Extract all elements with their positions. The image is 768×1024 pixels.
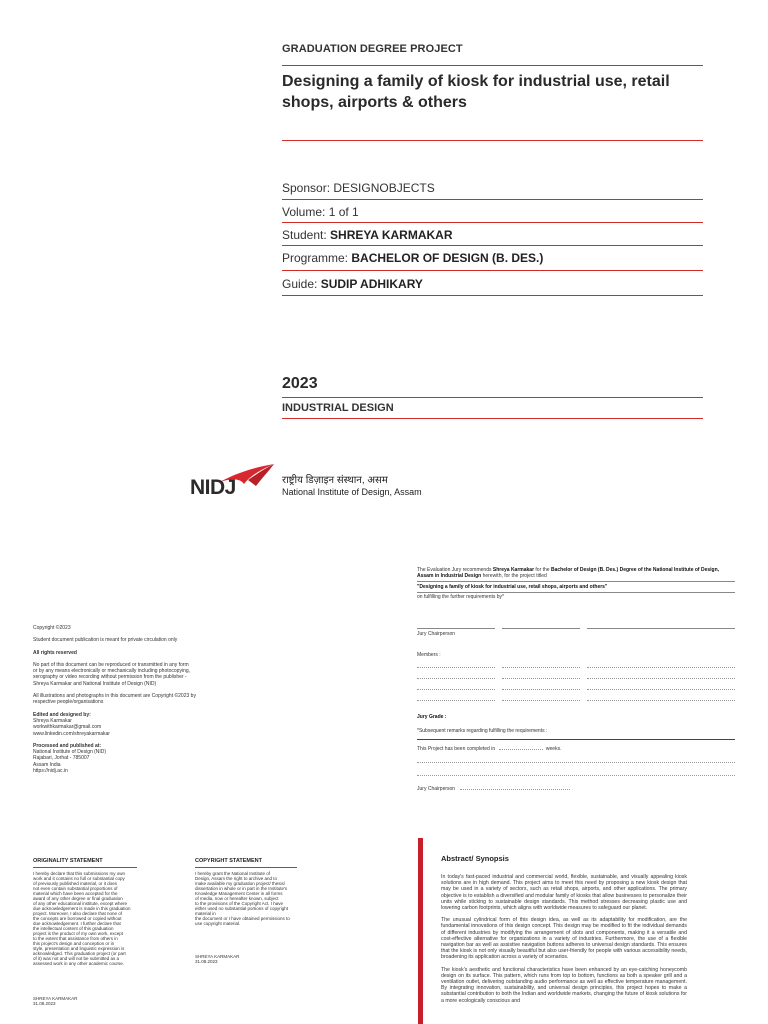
abstract-paragraph: The kiosk's aesthetic and functional characteristics have been enhanced by an eye-catching honeycomb design on its surface. This pattern, which runs from top to bottom, functions as both a speaker grill and a ventilation outlet, delivering outstanding audio performance as well as effective temperature management. By integrating innovation, sustainability, and universal design principles, this project hopes to make a substantial contribution to both the Indian and worldwide markets, changing the future of kiosk solutions for a more ecologically conscious and — [441, 966, 687, 1004]
text-line: Shreya Karmakar — [33, 717, 72, 724]
nid-logo — [190, 462, 430, 504]
remarks-line — [417, 775, 735, 776]
divider — [282, 397, 703, 398]
member-line — [587, 700, 735, 701]
further-requirements: on fulfilling the further requirements by* — [417, 594, 504, 600]
jury-chairperson-label: Jury Chairperson — [417, 631, 456, 637]
title-line: Designing a family of kiosk for industrial use, retail — [282, 73, 670, 90]
abstract-accent-bar — [418, 838, 423, 1024]
copyright-heading: COPYRIGHT STATEMENT — [195, 858, 263, 864]
processed-heading: Processed and published at: — [33, 742, 102, 749]
programme-field: Programme: BACHELOR OF DESIGN (B. DES.) — [282, 251, 544, 265]
project-kicker: GRADUATION DEGREE PROJECT — [282, 43, 463, 55]
student-field: Student: SHREYA KARMAKAR — [282, 228, 453, 242]
divider — [282, 295, 703, 296]
text-line: Assam India — [33, 761, 61, 768]
originality-text: I hereby declare that this submissions my own work and it contains no full or substantial copy of previously published material, or it does not even contain substantial proportions of material which have been accepted for the award of any other degree or final graduation of any other educational institute, except where due acknowledgement is made in this graduation project. Moreover, I also declare that none of the concepts are borrowed or copied without due acknowledgement. I further declare that the intellectual content of this graduation project is the product of my own work, except to the extent that assistance from others in this project's design and conception or in style, presentation and linguistic expression is acknowledged. This graduation project (or part of it) was not and will not be submitted as a assessed work in any other academic course. — [33, 871, 131, 966]
nid-wordmark: NIDJ — [190, 476, 236, 499]
originality-statement — [33, 858, 137, 966]
text-line: All illustrations and photographs in this document are Copyright ©2023 by — [33, 693, 196, 700]
year: 2023 — [282, 375, 318, 392]
remarks-label: *Subsequent remarks regarding fulfilling the requirements : — [417, 728, 548, 734]
member-line — [587, 678, 735, 679]
divider — [282, 199, 703, 200]
text-line: or by any means electronically or mechanically including photocopying, — [33, 668, 191, 675]
jury-recommendation: The Evaluation Jury recommends Shreya Karmakar for the Bachelor of Design (B. Des.) Degree of the National Institute of Design, Assam in Industrial Design herewith, for the project titled — [417, 567, 720, 580]
member-line — [502, 689, 580, 690]
text-line: No part of this document can be reproduced or transmitted in any form — [33, 661, 189, 668]
member-line — [417, 667, 495, 668]
divider — [417, 581, 735, 582]
abstract-heading: Abstract/ Synopsis — [441, 854, 509, 863]
member-line — [502, 667, 580, 668]
completion-line: This Project has been completed in weeks. — [417, 746, 562, 752]
sponsor-field: Sponsor: DESIGNOBJECTS — [282, 181, 435, 195]
member-line — [417, 678, 495, 679]
institute-name-hindi: राष्ट्रीय डिज़ाइन संस्थान, असम — [282, 475, 388, 486]
institute-name-english: National Institute of Design, Assam — [282, 487, 422, 497]
text-line: Rajabari, Jorhat - 785007 — [33, 755, 90, 762]
circulation-line: Student document publication is meant for private circulation only — [33, 637, 178, 644]
copyright-text: I hereby grant the National Institute of Design, Assam the right to archive and to make available my graduation project/ thesis/ dissertation in whole or in part in the Institute's Knowledge Management Center in all forms of media, now or hereafter known, subject to the provisions of the Copyright Act. I have either used no substantial portions of copyright material in the document or I have obtained permissions to use copyright material. — [195, 871, 290, 926]
volume-field: Volume: 1 of 1 — [282, 205, 359, 219]
edited-heading: Edited and designed by: — [33, 711, 91, 718]
originality-heading: ORIGINALITY STATEMENT — [33, 858, 103, 864]
divider — [282, 270, 703, 271]
jury-grade-label: Jury Grade : — [417, 714, 447, 720]
divider — [282, 222, 703, 223]
discipline: INDUSTRIAL DESIGN — [282, 402, 394, 414]
divider — [417, 592, 735, 593]
divider — [282, 418, 703, 419]
guide-field: Guide: SUDIP ADHIKARY — [282, 277, 423, 291]
rights-line: All rights reserved — [33, 649, 77, 656]
text-line: workwithkarmakar@gmail.com — [33, 724, 102, 731]
text-line: https://nidj.ac.in — [33, 768, 68, 775]
member-line — [502, 678, 580, 679]
project-quote: "Designing a family of kiosk for industrial use, retail shops, airports and others" — [417, 584, 608, 590]
abstract-paragraph: In today's fast-paced industrial and commercial world, flexible, sustainable, and visually appealing kiosk solutions are in high demand. This project aims to meet this need by proposing a new kiosk design that may be used in a variety of sectors, such as retail shops, airports, and other applications. The primary objective is to establish a diversified and modular family of kiosks that allow businesses to personalize their units while sticking to sustainable design standards. This method stresses decreasing plastic use and lowering carbon footprints, which aligns with worldwide measures to safeguard our planet. — [441, 874, 687, 912]
divider — [282, 245, 703, 246]
abstract-body — [441, 874, 687, 1010]
member-line — [417, 700, 495, 701]
member-line — [587, 667, 735, 668]
signature-line — [587, 628, 735, 629]
abstract-paragraph: The unusual cylindrical form of this design idea, as well as its adaptability for modification, are the fundamental innovations of this design concept. This design may be modified to fit the individual demands of different industries by modifying the arrangement of slots and components, making it a versatile and cost-effective alternative for organizations in a variety of industries. Furthermore, the use of a flexible navigation bar as well as assistive navigation buttons adheres to universal design standards. This ensures that the kiosk is not only visually beautiful but also user-friendly for people with various accessibility needs, broadening its application across a variety of scenarios. — [441, 917, 687, 961]
text-line: www.linkedin.com/shreyakarmakar — [33, 730, 110, 737]
text-line: National Institute of Design (NID) — [33, 749, 107, 756]
member-line — [502, 700, 580, 701]
divider — [282, 140, 703, 141]
jury-chairperson-sign: Jury Chairperson — [417, 786, 570, 792]
divider — [417, 739, 735, 740]
copyright-statement — [195, 858, 297, 926]
project-title — [282, 71, 722, 113]
text-line: respective people/organisations — [33, 699, 104, 706]
copyright-block — [33, 625, 253, 774]
members-label: Members : — [417, 652, 441, 658]
copyright-signature: SHREYA KARMAKAR 31.08.2023 — [195, 954, 240, 964]
remarks-line — [417, 762, 735, 763]
member-line — [587, 689, 735, 690]
member-line — [417, 689, 495, 690]
originality-signature: SHREYA KARMAKAR 31.08.2023 — [33, 996, 78, 1006]
signature-line — [502, 628, 580, 629]
text-line: Shreya Karmakar and National Institute of Design (NID) — [33, 680, 157, 687]
text-line: xerography or video recording without permission from the publisher - — [33, 674, 187, 681]
title-line: shops, airports & others — [282, 94, 467, 111]
divider — [282, 65, 703, 66]
copyright-line: Copyright ©2023 — [33, 625, 71, 631]
signature-line — [417, 628, 495, 629]
